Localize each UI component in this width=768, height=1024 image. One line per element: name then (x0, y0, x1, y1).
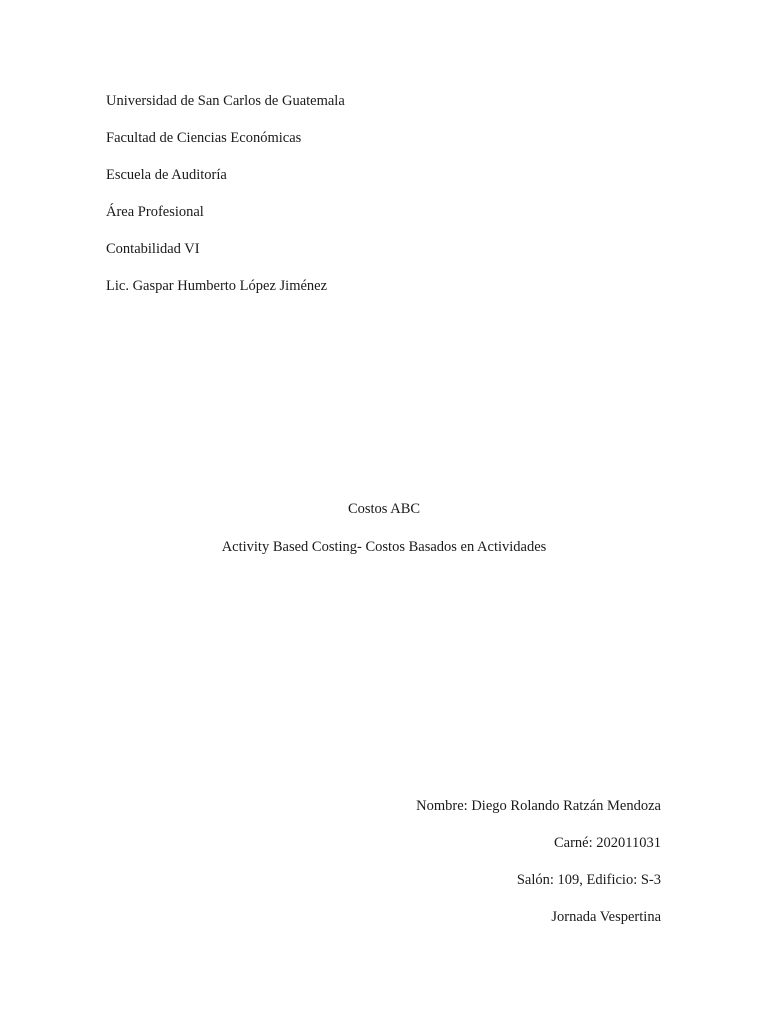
student-schedule: Jornada Vespertina (551, 909, 661, 925)
student-info (416, 796, 661, 944)
student-room: Salón: 109, Edificio: S-3 (516, 872, 661, 888)
student-carne: Carné: 202011031 (554, 835, 661, 851)
student-name: Nombre: Diego Rolando Ratzán Mendoza (416, 798, 661, 814)
university-name: Universidad de San Carlos de Guatemala (106, 93, 345, 109)
area-name: Área Profesional (106, 204, 204, 220)
faculty-name: Facultad de Ciencias Económicas (106, 130, 302, 146)
document-subtitle: Activity Based Costing- Costos Basados en Actividades (221, 539, 547, 555)
document-title-block (0, 499, 768, 575)
course-name: Contabilidad VI (106, 241, 200, 257)
school-name: Escuela de Auditoría (106, 167, 227, 183)
professor-name: Lic. Gaspar Humberto López Jiménez (106, 278, 328, 294)
document-title: Costos ABC (347, 501, 421, 517)
institution-header (106, 91, 345, 313)
